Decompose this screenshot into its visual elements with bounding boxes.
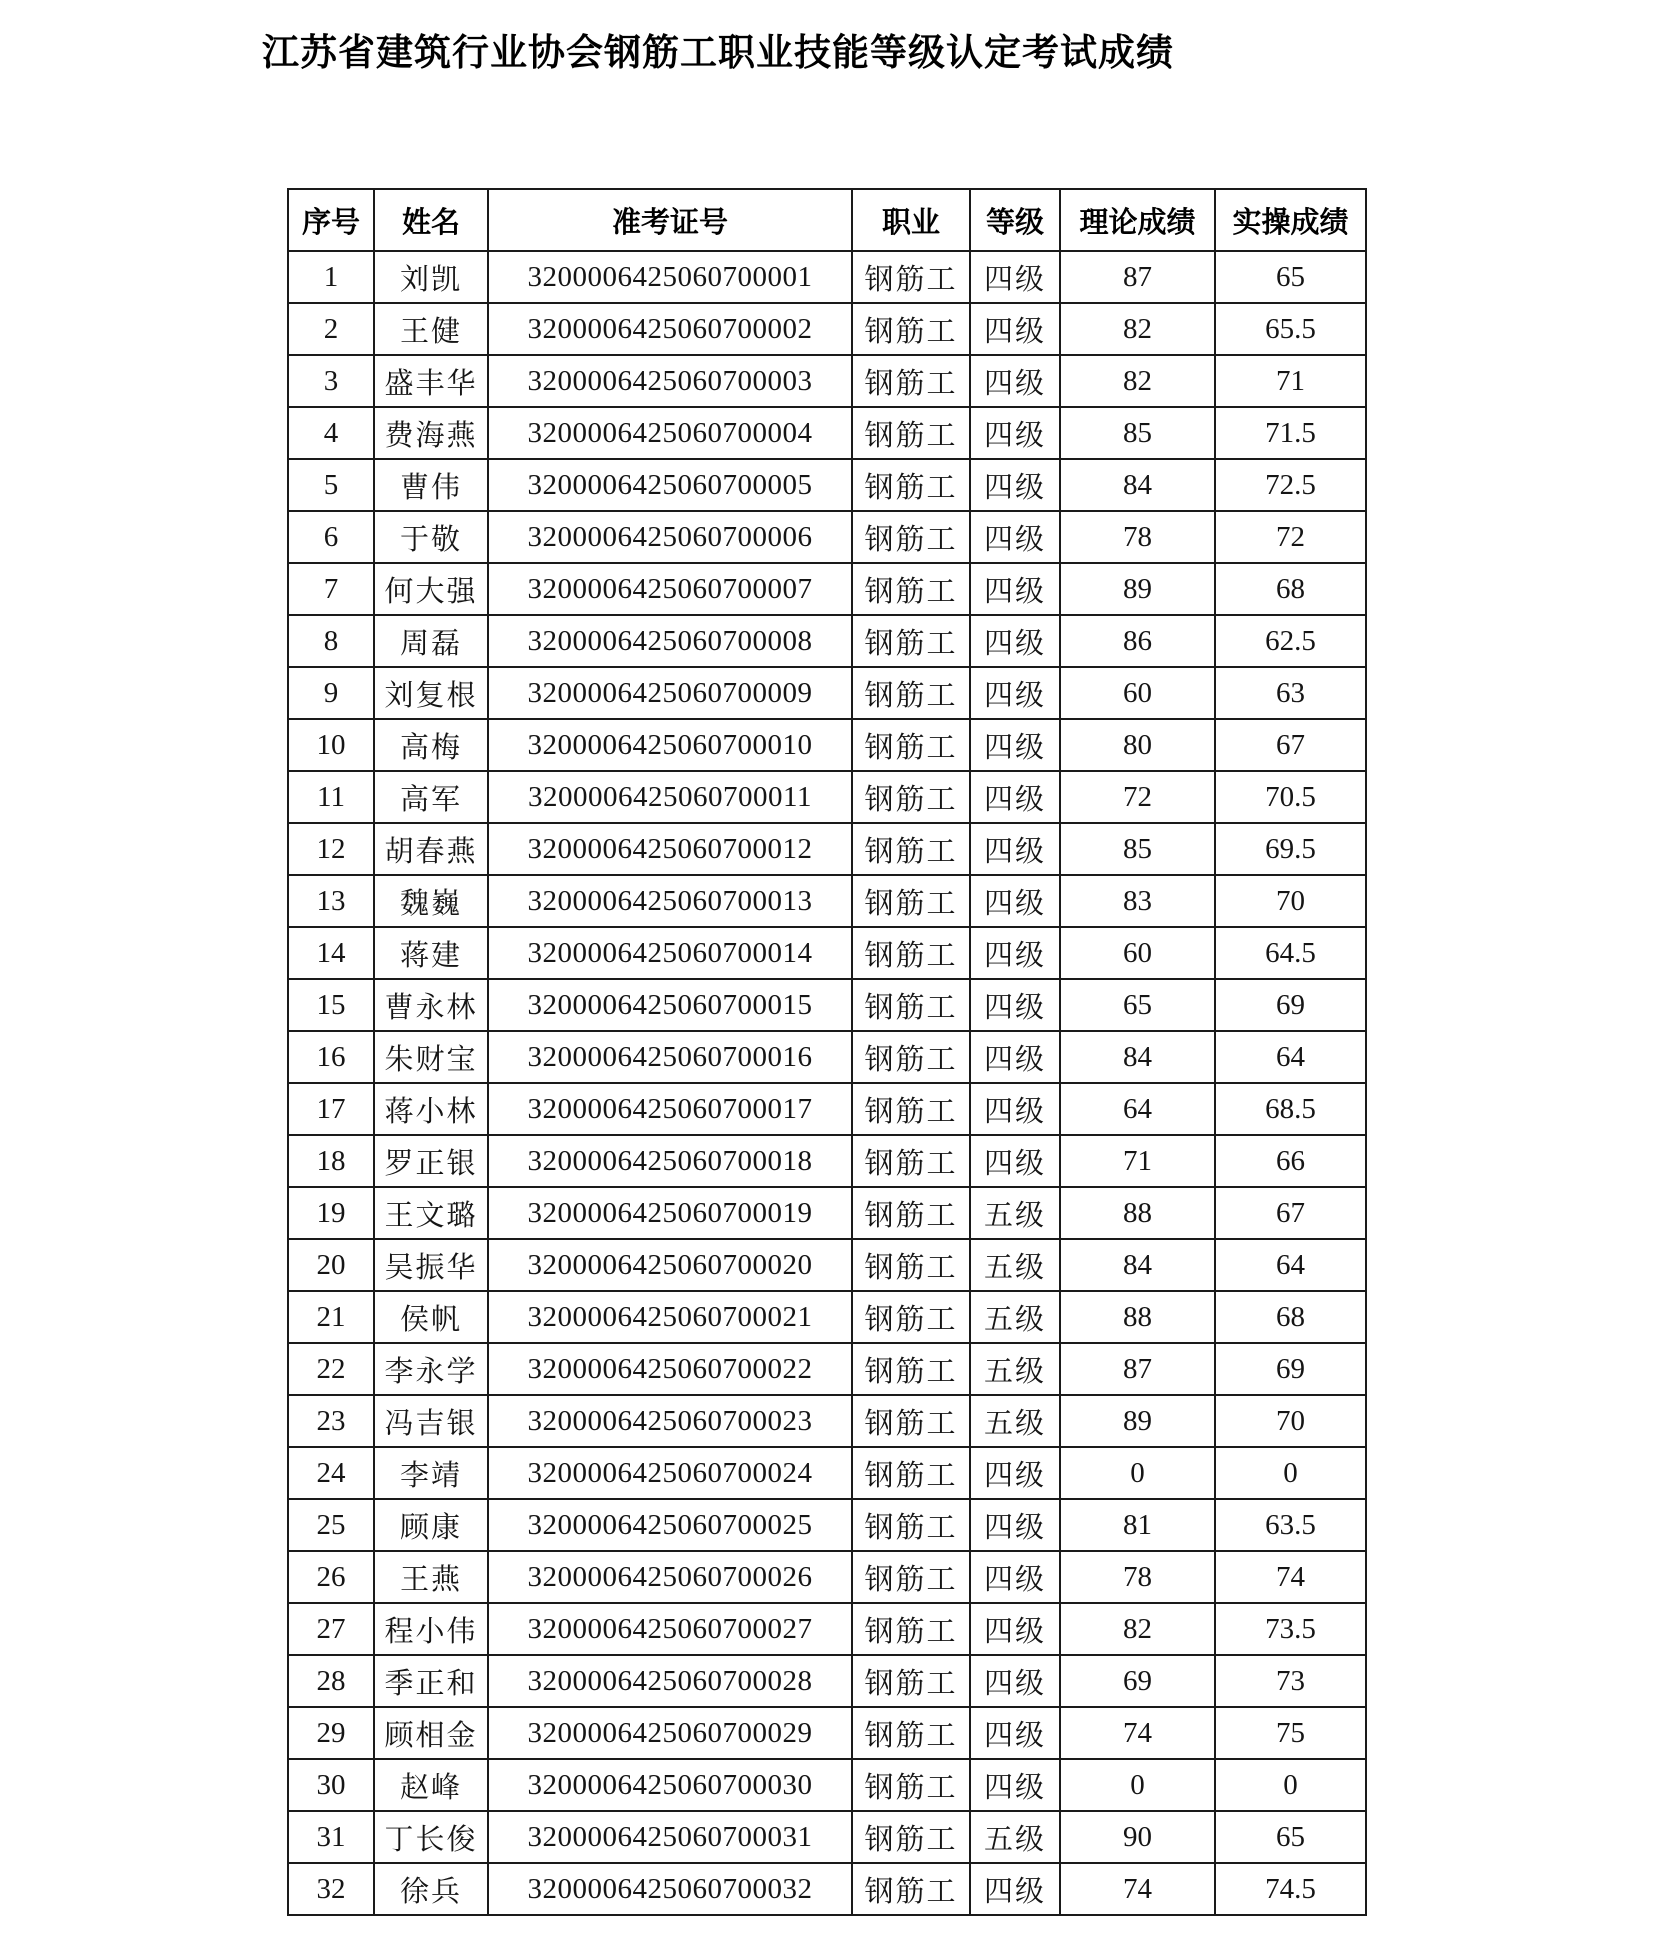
cell-ticket: 3200006425060700007 <box>488 563 852 615</box>
table-row <box>288 1551 1366 1603</box>
cell-no: 21 <box>288 1291 374 1343</box>
cell-ticket: 3200006425060700004 <box>488 407 852 459</box>
cell-occupation: 钢筋工 <box>852 355 970 407</box>
cell-practical-score: 74.5 <box>1215 1863 1366 1915</box>
table-row <box>288 1291 1366 1343</box>
cell-ticket: 3200006425060700011 <box>488 771 852 823</box>
cell-theory-score: 78 <box>1060 1551 1215 1603</box>
cell-theory-score: 74 <box>1060 1863 1215 1915</box>
cell-ticket: 3200006425060700030 <box>488 1759 852 1811</box>
cell-occupation: 钢筋工 <box>852 1447 970 1499</box>
cell-practical-score: 65.5 <box>1215 303 1366 355</box>
cell-level: 四级 <box>970 771 1060 823</box>
cell-practical-score: 67 <box>1215 719 1366 771</box>
cell-occupation: 钢筋工 <box>852 823 970 875</box>
cell-level: 四级 <box>970 615 1060 667</box>
cell-name: 顾康 <box>374 1499 488 1551</box>
cell-level: 四级 <box>970 979 1060 1031</box>
cell-name: 蒋小林 <box>374 1083 488 1135</box>
table-row <box>288 563 1366 615</box>
cell-occupation: 钢筋工 <box>852 1291 970 1343</box>
table-row <box>288 511 1366 563</box>
cell-practical-score: 0 <box>1215 1759 1366 1811</box>
cell-occupation: 钢筋工 <box>852 459 970 511</box>
cell-theory-score: 84 <box>1060 459 1215 511</box>
header-practical-score: 实操成绩 <box>1215 189 1366 251</box>
cell-occupation: 钢筋工 <box>852 1863 970 1915</box>
cell-practical-score: 73.5 <box>1215 1603 1366 1655</box>
cell-name: 李靖 <box>374 1447 488 1499</box>
results-table <box>287 188 1367 1916</box>
cell-ticket: 3200006425060700024 <box>488 1447 852 1499</box>
cell-ticket: 3200006425060700028 <box>488 1655 852 1707</box>
cell-no: 4 <box>288 407 374 459</box>
cell-name: 李永学 <box>374 1343 488 1395</box>
cell-level: 四级 <box>970 355 1060 407</box>
header-no: 序号 <box>288 189 374 251</box>
cell-practical-score: 71.5 <box>1215 407 1366 459</box>
cell-ticket: 3200006425060700016 <box>488 1031 852 1083</box>
cell-name: 徐兵 <box>374 1863 488 1915</box>
cell-no: 23 <box>288 1395 374 1447</box>
cell-no: 15 <box>288 979 374 1031</box>
cell-ticket: 3200006425060700021 <box>488 1291 852 1343</box>
cell-name: 刘复根 <box>374 667 488 719</box>
results-table-body <box>288 251 1366 1915</box>
cell-name: 吴振华 <box>374 1239 488 1291</box>
cell-name: 丁长俊 <box>374 1811 488 1863</box>
cell-theory-score: 89 <box>1060 563 1215 615</box>
cell-level: 四级 <box>970 1603 1060 1655</box>
cell-theory-score: 86 <box>1060 615 1215 667</box>
cell-no: 28 <box>288 1655 374 1707</box>
cell-no: 5 <box>288 459 374 511</box>
cell-occupation: 钢筋工 <box>852 1759 970 1811</box>
table-row <box>288 719 1366 771</box>
cell-ticket: 3200006425060700012 <box>488 823 852 875</box>
cell-level: 四级 <box>970 875 1060 927</box>
cell-level: 四级 <box>970 511 1060 563</box>
table-row <box>288 1499 1366 1551</box>
cell-name: 周磊 <box>374 615 488 667</box>
cell-theory-score: 64 <box>1060 1083 1215 1135</box>
cell-level: 四级 <box>970 927 1060 979</box>
cell-name: 侯帆 <box>374 1291 488 1343</box>
table-row <box>288 823 1366 875</box>
cell-theory-score: 84 <box>1060 1239 1215 1291</box>
table-row <box>288 1343 1366 1395</box>
cell-theory-score: 88 <box>1060 1291 1215 1343</box>
cell-theory-score: 74 <box>1060 1707 1215 1759</box>
cell-ticket: 3200006425060700001 <box>488 251 852 303</box>
cell-theory-score: 0 <box>1060 1759 1215 1811</box>
cell-theory-score: 84 <box>1060 1031 1215 1083</box>
cell-ticket: 3200006425060700031 <box>488 1811 852 1863</box>
cell-occupation: 钢筋工 <box>852 1499 970 1551</box>
table-row <box>288 979 1366 1031</box>
cell-name: 魏巍 <box>374 875 488 927</box>
table-row <box>288 355 1366 407</box>
cell-no: 20 <box>288 1239 374 1291</box>
cell-practical-score: 70 <box>1215 1395 1366 1447</box>
table-row <box>288 1135 1366 1187</box>
cell-ticket: 3200006425060700003 <box>488 355 852 407</box>
cell-level: 四级 <box>970 1499 1060 1551</box>
cell-level: 四级 <box>970 823 1060 875</box>
cell-occupation: 钢筋工 <box>852 927 970 979</box>
cell-theory-score: 81 <box>1060 1499 1215 1551</box>
cell-occupation: 钢筋工 <box>852 251 970 303</box>
cell-level: 四级 <box>970 303 1060 355</box>
table-row <box>288 1239 1366 1291</box>
cell-occupation: 钢筋工 <box>852 1707 970 1759</box>
cell-practical-score: 68.5 <box>1215 1083 1366 1135</box>
cell-theory-score: 80 <box>1060 719 1215 771</box>
table-row <box>288 303 1366 355</box>
cell-practical-score: 69 <box>1215 979 1366 1031</box>
cell-occupation: 钢筋工 <box>852 719 970 771</box>
cell-name: 季正和 <box>374 1655 488 1707</box>
cell-practical-score: 73 <box>1215 1655 1366 1707</box>
cell-theory-score: 82 <box>1060 303 1215 355</box>
header-occupation: 职业 <box>852 189 970 251</box>
cell-occupation: 钢筋工 <box>852 1655 970 1707</box>
cell-theory-score: 87 <box>1060 251 1215 303</box>
cell-no: 27 <box>288 1603 374 1655</box>
table-row <box>288 251 1366 303</box>
cell-ticket: 3200006425060700005 <box>488 459 852 511</box>
cell-level: 五级 <box>970 1811 1060 1863</box>
cell-no: 26 <box>288 1551 374 1603</box>
cell-level: 四级 <box>970 563 1060 615</box>
cell-name: 高军 <box>374 771 488 823</box>
cell-level: 四级 <box>970 1551 1060 1603</box>
cell-no: 2 <box>288 303 374 355</box>
cell-level: 四级 <box>970 1083 1060 1135</box>
cell-ticket: 3200006425060700020 <box>488 1239 852 1291</box>
header-row <box>288 189 1366 251</box>
cell-practical-score: 75 <box>1215 1707 1366 1759</box>
header-theory-score: 理论成绩 <box>1060 189 1215 251</box>
cell-name: 王燕 <box>374 1551 488 1603</box>
cell-occupation: 钢筋工 <box>852 1135 970 1187</box>
table-row <box>288 875 1366 927</box>
cell-no: 18 <box>288 1135 374 1187</box>
table-row <box>288 667 1366 719</box>
header-level: 等级 <box>970 189 1060 251</box>
cell-practical-score: 68 <box>1215 1291 1366 1343</box>
cell-level: 四级 <box>970 1655 1060 1707</box>
cell-name: 赵峰 <box>374 1759 488 1811</box>
cell-occupation: 钢筋工 <box>852 1551 970 1603</box>
cell-practical-score: 65 <box>1215 1811 1366 1863</box>
cell-practical-score: 62.5 <box>1215 615 1366 667</box>
cell-no: 30 <box>288 1759 374 1811</box>
cell-ticket: 3200006425060700002 <box>488 303 852 355</box>
cell-practical-score: 70.5 <box>1215 771 1366 823</box>
cell-theory-score: 88 <box>1060 1187 1215 1239</box>
cell-ticket: 3200006425060700014 <box>488 927 852 979</box>
results-table-header <box>288 189 1366 251</box>
cell-ticket: 3200006425060700013 <box>488 875 852 927</box>
cell-no: 17 <box>288 1083 374 1135</box>
cell-occupation: 钢筋工 <box>852 615 970 667</box>
cell-ticket: 3200006425060700008 <box>488 615 852 667</box>
cell-ticket: 3200006425060700022 <box>488 1343 852 1395</box>
cell-name: 费海燕 <box>374 407 488 459</box>
table-row <box>288 771 1366 823</box>
cell-occupation: 钢筋工 <box>852 1083 970 1135</box>
header-ticket: 准考证号 <box>488 189 852 251</box>
cell-ticket: 3200006425060700015 <box>488 979 852 1031</box>
cell-no: 19 <box>288 1187 374 1239</box>
cell-practical-score: 65 <box>1215 251 1366 303</box>
cell-theory-score: 85 <box>1060 407 1215 459</box>
cell-name: 曹伟 <box>374 459 488 511</box>
cell-ticket: 3200006425060700006 <box>488 511 852 563</box>
cell-no: 6 <box>288 511 374 563</box>
cell-no: 31 <box>288 1811 374 1863</box>
cell-occupation: 钢筋工 <box>852 1811 970 1863</box>
table-row <box>288 615 1366 667</box>
cell-practical-score: 69 <box>1215 1343 1366 1395</box>
table-row <box>288 1759 1366 1811</box>
cell-no: 1 <box>288 251 374 303</box>
cell-ticket: 3200006425060700029 <box>488 1707 852 1759</box>
table-row <box>288 1447 1366 1499</box>
cell-theory-score: 85 <box>1060 823 1215 875</box>
cell-no: 11 <box>288 771 374 823</box>
table-row <box>288 1031 1366 1083</box>
cell-ticket: 3200006425060700017 <box>488 1083 852 1135</box>
cell-name: 刘凯 <box>374 251 488 303</box>
cell-no: 3 <box>288 355 374 407</box>
cell-practical-score: 64 <box>1215 1031 1366 1083</box>
cell-name: 蒋建 <box>374 927 488 979</box>
cell-theory-score: 71 <box>1060 1135 1215 1187</box>
cell-theory-score: 82 <box>1060 355 1215 407</box>
cell-no: 32 <box>288 1863 374 1915</box>
cell-level: 四级 <box>970 1447 1060 1499</box>
table-row <box>288 459 1366 511</box>
cell-name: 于敬 <box>374 511 488 563</box>
cell-name: 何大强 <box>374 563 488 615</box>
table-row <box>288 1083 1366 1135</box>
cell-level: 四级 <box>970 667 1060 719</box>
cell-name: 胡春燕 <box>374 823 488 875</box>
cell-occupation: 钢筋工 <box>852 1031 970 1083</box>
cell-occupation: 钢筋工 <box>852 1343 970 1395</box>
cell-name: 盛丰华 <box>374 355 488 407</box>
cell-theory-score: 89 <box>1060 1395 1215 1447</box>
cell-theory-score: 0 <box>1060 1447 1215 1499</box>
cell-no: 22 <box>288 1343 374 1395</box>
cell-ticket: 3200006425060700010 <box>488 719 852 771</box>
cell-theory-score: 87 <box>1060 1343 1215 1395</box>
cell-no: 14 <box>288 927 374 979</box>
cell-practical-score: 68 <box>1215 563 1366 615</box>
table-row <box>288 1811 1366 1863</box>
cell-practical-score: 72 <box>1215 511 1366 563</box>
cell-occupation: 钢筋工 <box>852 667 970 719</box>
cell-level: 四级 <box>970 1135 1060 1187</box>
cell-practical-score: 64.5 <box>1215 927 1366 979</box>
cell-theory-score: 65 <box>1060 979 1215 1031</box>
cell-name: 罗正银 <box>374 1135 488 1187</box>
cell-theory-score: 72 <box>1060 771 1215 823</box>
cell-theory-score: 60 <box>1060 927 1215 979</box>
cell-name: 王文璐 <box>374 1187 488 1239</box>
cell-level: 四级 <box>970 719 1060 771</box>
cell-level: 四级 <box>970 407 1060 459</box>
cell-name: 曹永林 <box>374 979 488 1031</box>
cell-ticket: 3200006425060700025 <box>488 1499 852 1551</box>
cell-occupation: 钢筋工 <box>852 1395 970 1447</box>
cell-ticket: 3200006425060700009 <box>488 667 852 719</box>
cell-practical-score: 64 <box>1215 1239 1366 1291</box>
cell-theory-score: 90 <box>1060 1811 1215 1863</box>
cell-no: 9 <box>288 667 374 719</box>
table-row <box>288 407 1366 459</box>
cell-practical-score: 69.5 <box>1215 823 1366 875</box>
cell-level: 四级 <box>970 1707 1060 1759</box>
cell-no: 10 <box>288 719 374 771</box>
cell-theory-score: 60 <box>1060 667 1215 719</box>
table-row <box>288 1187 1366 1239</box>
cell-level: 五级 <box>970 1395 1060 1447</box>
cell-practical-score: 0 <box>1215 1447 1366 1499</box>
cell-occupation: 钢筋工 <box>852 563 970 615</box>
cell-level: 五级 <box>970 1291 1060 1343</box>
cell-occupation: 钢筋工 <box>852 979 970 1031</box>
cell-ticket: 3200006425060700019 <box>488 1187 852 1239</box>
cell-theory-score: 69 <box>1060 1655 1215 1707</box>
cell-no: 24 <box>288 1447 374 1499</box>
cell-level: 五级 <box>970 1187 1060 1239</box>
cell-practical-score: 70 <box>1215 875 1366 927</box>
cell-level: 四级 <box>970 1031 1060 1083</box>
header-name: 姓名 <box>374 189 488 251</box>
cell-practical-score: 74 <box>1215 1551 1366 1603</box>
cell-level: 五级 <box>970 1239 1060 1291</box>
cell-practical-score: 67 <box>1215 1187 1366 1239</box>
cell-name: 王健 <box>374 303 488 355</box>
cell-level: 四级 <box>970 459 1060 511</box>
table-row <box>288 927 1366 979</box>
cell-occupation: 钢筋工 <box>852 771 970 823</box>
cell-ticket: 3200006425060700026 <box>488 1551 852 1603</box>
cell-ticket: 3200006425060700032 <box>488 1863 852 1915</box>
cell-occupation: 钢筋工 <box>852 1239 970 1291</box>
cell-no: 25 <box>288 1499 374 1551</box>
cell-no: 16 <box>288 1031 374 1083</box>
cell-name: 高梅 <box>374 719 488 771</box>
cell-occupation: 钢筋工 <box>852 407 970 459</box>
cell-theory-score: 78 <box>1060 511 1215 563</box>
cell-ticket: 3200006425060700023 <box>488 1395 852 1447</box>
cell-no: 7 <box>288 563 374 615</box>
cell-theory-score: 83 <box>1060 875 1215 927</box>
cell-no: 13 <box>288 875 374 927</box>
cell-name: 冯吉银 <box>374 1395 488 1447</box>
cell-name: 朱财宝 <box>374 1031 488 1083</box>
page-title: 江苏省建筑行业协会钢筋工职业技能等级认定考试成绩 <box>262 32 1174 73</box>
cell-occupation: 钢筋工 <box>852 875 970 927</box>
cell-practical-score: 71 <box>1215 355 1366 407</box>
cell-occupation: 钢筋工 <box>852 511 970 563</box>
cell-no: 29 <box>288 1707 374 1759</box>
cell-occupation: 钢筋工 <box>852 1603 970 1655</box>
cell-level: 五级 <box>970 1343 1060 1395</box>
cell-ticket: 3200006425060700027 <box>488 1603 852 1655</box>
cell-level: 四级 <box>970 1759 1060 1811</box>
cell-occupation: 钢筋工 <box>852 303 970 355</box>
cell-practical-score: 72.5 <box>1215 459 1366 511</box>
cell-name: 顾相金 <box>374 1707 488 1759</box>
cell-level: 四级 <box>970 1863 1060 1915</box>
cell-practical-score: 63.5 <box>1215 1499 1366 1551</box>
table-row <box>288 1655 1366 1707</box>
table-row <box>288 1863 1366 1915</box>
table-row <box>288 1603 1366 1655</box>
cell-name: 程小伟 <box>374 1603 488 1655</box>
table-row <box>288 1707 1366 1759</box>
cell-no: 12 <box>288 823 374 875</box>
cell-level: 四级 <box>970 251 1060 303</box>
cell-practical-score: 66 <box>1215 1135 1366 1187</box>
cell-practical-score: 63 <box>1215 667 1366 719</box>
cell-no: 8 <box>288 615 374 667</box>
cell-occupation: 钢筋工 <box>852 1187 970 1239</box>
table-row <box>288 1395 1366 1447</box>
cell-theory-score: 82 <box>1060 1603 1215 1655</box>
cell-ticket: 3200006425060700018 <box>488 1135 852 1187</box>
